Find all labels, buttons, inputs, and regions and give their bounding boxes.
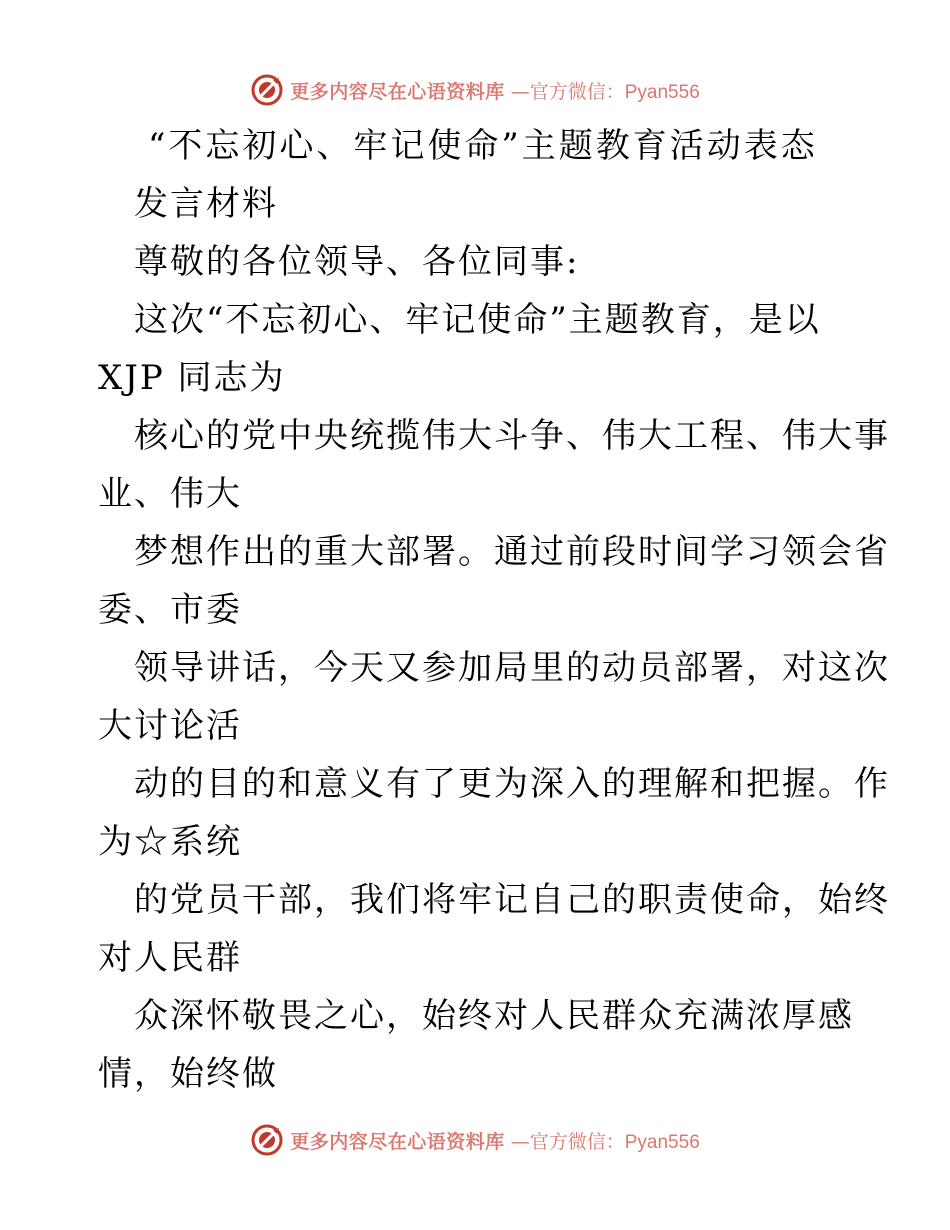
- paragraph-line: 梦想作出的重大部署。通过前段时间学习领会省: [134, 532, 890, 572]
- paragraph-line: 情，始终做: [98, 1054, 278, 1094]
- paragraph-line: 大讨论活: [98, 706, 242, 746]
- paragraph-line: 众深怀敬畏之心，始终对人民群众充满浓厚感: [134, 996, 854, 1036]
- paragraph-line: 为☆系统: [98, 822, 242, 862]
- paragraph-line: XJP 同志为: [98, 358, 286, 398]
- paragraph-line: 领导讲话，今天又参加局里的动员部署，对这次: [134, 648, 890, 688]
- header-banner: [0, 68, 950, 112]
- logo-icon: [250, 73, 284, 107]
- footer-wechat-id: Pyan556: [624, 1131, 700, 1153]
- paragraph-line: 这次“不忘初心、牢记使命”主题教育，是以: [134, 300, 821, 340]
- paragraph-line: 核心的党中央统揽伟大斗争、伟大工程、伟大事: [134, 416, 890, 456]
- salutation: 尊敬的各位领导、各位同事:: [134, 242, 580, 282]
- paragraph-line: 动的目的和意义有了更为深入的理解和把握。作: [134, 764, 890, 804]
- paragraph-line: 业、伟大: [98, 474, 242, 514]
- header-wechat-label: —官方微信：: [510, 80, 625, 103]
- paragraph-line: 的党员干部，我们将牢记自己的职责使命，始终: [134, 880, 890, 920]
- footer-wechat: [511, 1127, 700, 1154]
- document-title-line-1: “不忘初心、牢记使命”主题教育活动表态: [148, 126, 818, 166]
- footer-wechat-label: —官方微信：: [510, 1130, 625, 1153]
- paragraph-line: 对人民群: [98, 938, 242, 978]
- logo-icon: [250, 1123, 284, 1157]
- paragraph-line: 委、市委: [98, 590, 242, 630]
- header-wechat: [511, 77, 700, 104]
- footer-brand-text: 更多内容尽在心语资料库: [290, 1130, 505, 1153]
- header-wechat-id: Pyan556: [624, 81, 700, 103]
- footer-banner: [0, 1118, 950, 1162]
- header-brand-text: 更多内容尽在心语资料库: [290, 80, 505, 103]
- document-title-line-2: 发言材料: [134, 184, 278, 224]
